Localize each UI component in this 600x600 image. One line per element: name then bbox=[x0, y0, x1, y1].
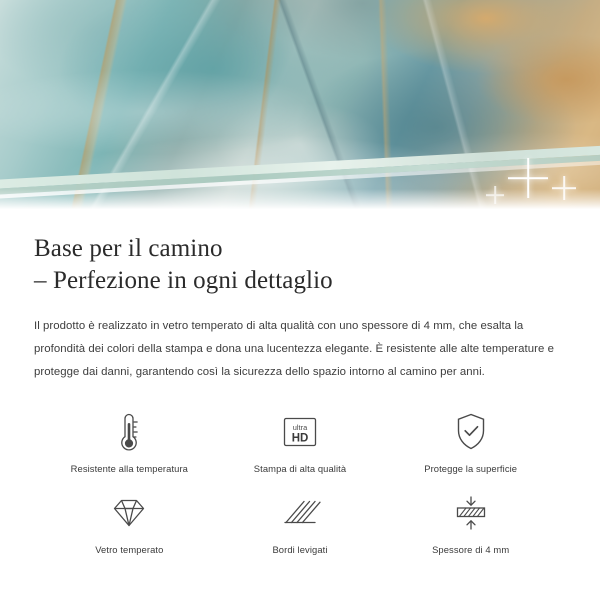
body-text: Il prodotto è realizzato in vetro temperato di alta qualità con uno spessore di 4 mm, che esalta la profondità dei colori della stampa e dona una lucentezza elegante. È resistente alle alte temperature e protegge dai danni, garantendo così la sicurezza dello spazio intorno al camino per anni. bbox=[34, 320, 554, 378]
shield-check-icon bbox=[452, 409, 490, 455]
feature-label: Protegge la superficie bbox=[424, 463, 518, 475]
headline-line-2: – Perfezione in ogni dettaglio bbox=[34, 267, 333, 294]
feature-label: Spessore di 4 mm bbox=[432, 544, 510, 556]
svg-text:ultra: ultra bbox=[292, 423, 308, 433]
page-title bbox=[34, 233, 566, 297]
feature-item-surface-protection bbox=[385, 409, 556, 474]
feature-item-polished-edges bbox=[215, 490, 386, 555]
svg-text:HD: HD bbox=[291, 432, 309, 445]
ultra-hd-icon bbox=[280, 409, 320, 455]
diamond-icon bbox=[109, 490, 149, 536]
content-area bbox=[0, 233, 600, 555]
feature-item-temperature bbox=[44, 409, 215, 474]
hero-bottom-fade bbox=[0, 189, 600, 215]
feature-label: Stampa di alta qualità bbox=[253, 463, 347, 475]
headline-line-1: Base per il camino bbox=[34, 235, 223, 262]
thermometer-icon bbox=[112, 409, 146, 455]
feature-item-tempered-glass bbox=[44, 490, 215, 555]
feature-item-print-quality bbox=[215, 409, 386, 474]
feature-grid bbox=[34, 409, 566, 555]
polished-edges-icon bbox=[279, 490, 321, 536]
glass-panel-artwork bbox=[0, 0, 600, 210]
hero-image bbox=[0, 0, 600, 215]
feature-label: Bordi levigati bbox=[272, 544, 328, 556]
feature-item-thickness bbox=[385, 490, 556, 555]
feature-label: Resistente alla temperatura bbox=[70, 463, 188, 475]
feature-label: Vetro temperato bbox=[95, 544, 164, 556]
thickness-4mm-icon bbox=[450, 490, 492, 536]
